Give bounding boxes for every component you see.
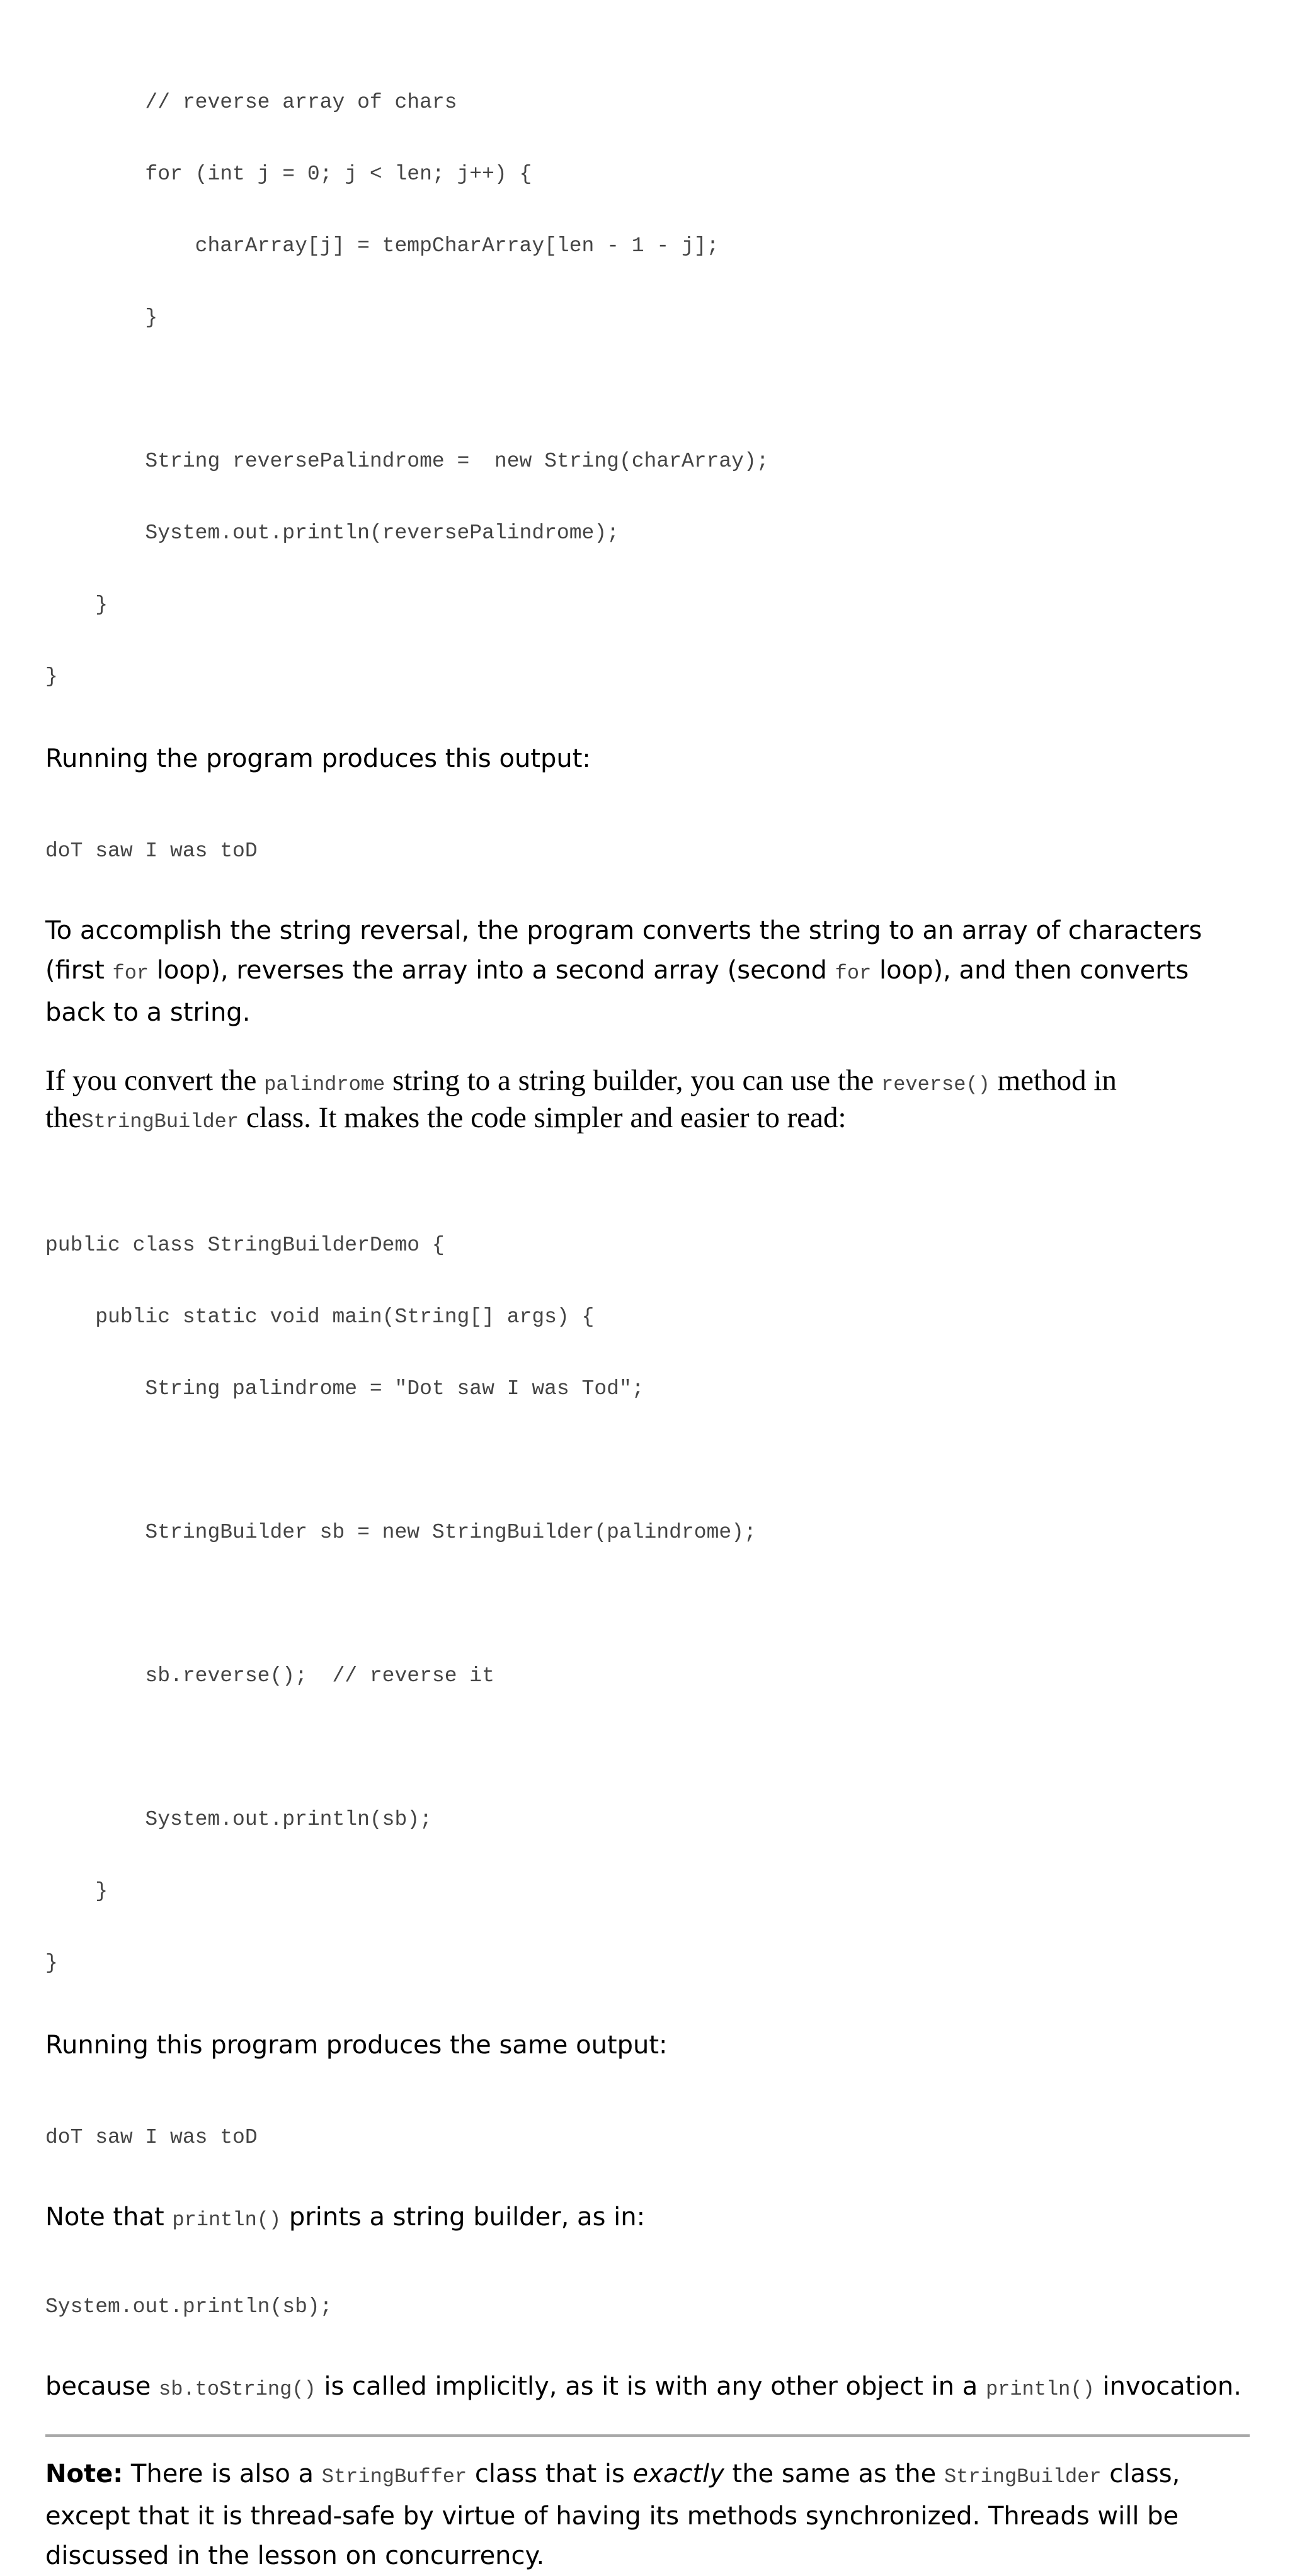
text-run: class that is [467, 2460, 633, 2488]
code-line: String palindrome = "Dot saw I was Tod"; [45, 1377, 644, 1400]
text-run: prints a string builder, as in: [281, 2203, 646, 2232]
code-blank-line [45, 1736, 1250, 1760]
code-line: charArray[j] = tempCharArray[len - 1 - j]; [45, 234, 719, 258]
text-run: class, except that it is thread-safe by virtue of having its methods synchronized. Threads will be discussed in the lesson on concurrency. [45, 2460, 1180, 2570]
code-blank-line [45, 1449, 1250, 1473]
output-line: doT saw I was toD [45, 2126, 258, 2149]
program-output-2 [45, 2078, 1250, 2198]
text-run: is called implicitly, as it is with any other object in a [316, 2372, 986, 2401]
output-line: doT saw I was toD [45, 839, 258, 863]
code-line: System.out.println(sb); [45, 2295, 333, 2318]
code-line: sb.reverse(); // reverse it [45, 1664, 494, 1688]
text-run: invocation. [1094, 2372, 1241, 2401]
text-run: the same as the [724, 2460, 944, 2488]
inline-code-println: println() [985, 2378, 1095, 2401]
paragraph-println-note [45, 2198, 1250, 2240]
code-blank-line [45, 1592, 1250, 1616]
code-line: public static void main(String[] args) { [45, 1305, 595, 1329]
text-run: loop), reverses the array into a second array (second [149, 956, 835, 985]
inline-code-for: for [835, 962, 872, 985]
paragraph-reversal-explanation [45, 911, 1250, 1033]
code-line: } [45, 593, 108, 616]
code-line: } [45, 1880, 108, 1903]
note-stringbuffer [45, 2454, 1250, 2576]
code-line: public class StringBuilderDemo { [45, 1234, 445, 1257]
text-run: There is also a [123, 2460, 322, 2488]
text-run: If you convert the [45, 1064, 265, 1097]
emphasis-exactly: exactly [632, 2460, 724, 2488]
text-run: because [45, 2372, 159, 2401]
document-page [45, 43, 1250, 2576]
inline-code-reverse: reverse() [881, 1073, 990, 1096]
text-run: string to a string builder, you can use the [385, 1064, 882, 1097]
code-line: StringBuilder sb = new StringBuilder(palindrome); [45, 1521, 756, 1544]
code-blank-line [45, 378, 1250, 402]
inline-code-stringbuilder: StringBuilder [81, 1110, 239, 1133]
code-line: } [45, 665, 58, 688]
text-run: To accomplish the string reversal, the program converts the string to an array of characters (first [45, 916, 1202, 985]
inline-code-stringbuffer: StringBuffer [321, 2465, 467, 2488]
code-line: } [45, 306, 158, 329]
text-run: loop), and then converts back to a string. [45, 956, 1189, 1027]
text-run: Note that [45, 2203, 173, 2232]
code-line: String reversePalindrome = new String(charArray); [45, 450, 769, 473]
inline-code-stringbuilder: StringBuilder [944, 2465, 1102, 2488]
code-line: } [45, 1951, 58, 1975]
paragraph-running-output-2: Running this program produces the same output: [45, 2031, 668, 2060]
code-line: for (int j = 0; j < len; j++) { [45, 162, 532, 186]
code-line: System.out.println(sb); [45, 1808, 432, 1831]
text-run: method in the [45, 1064, 1117, 1134]
text-run: class. It makes the code simpler and easier to read: [239, 1101, 847, 1134]
horizontal-divider [45, 2434, 1250, 2437]
paragraph-convert-stringbuilder [45, 1064, 1250, 1138]
code-line: // reverse array of chars [45, 91, 457, 114]
inline-code-println: println() [172, 2208, 282, 2232]
inline-code-tostring: sb.toString() [159, 2378, 316, 2401]
code-line: System.out.println(reversePalindrome); [45, 521, 619, 545]
code-line-println-sb [45, 2247, 1250, 2367]
inline-code-palindrome: palindrome [264, 1073, 385, 1096]
paragraph-tostring-implicit [45, 2367, 1250, 2409]
paragraph-running-output-1: Running the program produces this output: [45, 744, 591, 773]
code-block-reverse-loop [45, 43, 1250, 737]
code-block-stringbuilder-demo [45, 1186, 1250, 2023]
program-output-1 [45, 792, 1250, 911]
note-label: Note: [45, 2460, 123, 2488]
inline-code-for: for [112, 962, 149, 985]
